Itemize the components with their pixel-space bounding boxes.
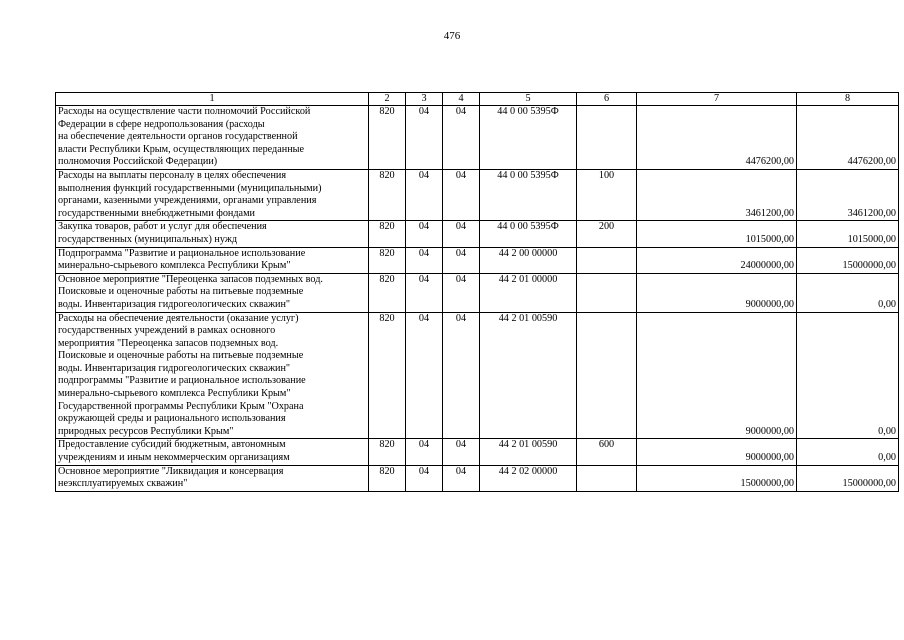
column-header: 6 xyxy=(577,93,637,106)
subsection-code: 04 xyxy=(443,106,480,170)
table-header-row xyxy=(56,93,899,106)
expense-name-line: Предоставление субсидий бюджетным, автономным xyxy=(58,439,286,451)
ministry-code: 820 xyxy=(369,221,406,247)
expense-name-cell xyxy=(56,273,369,312)
amount-year-2: 3461200,00 xyxy=(797,169,899,220)
amount-year-1: 9000000,00 xyxy=(637,273,797,312)
expense-name-line: выполнения функций государственными (муниципальными) xyxy=(58,182,322,194)
amount-year-1: 9000000,00 xyxy=(637,312,797,439)
column-header: 1 xyxy=(56,93,369,106)
column-header: 7 xyxy=(637,93,797,106)
expense-name-line: на обеспечение деятельности органов государственной xyxy=(58,131,298,143)
expense-type-code: 600 xyxy=(577,439,637,465)
expense-name-line: Расходы на обеспечение деятельности (оказание услуг) xyxy=(58,312,299,324)
expense-name-line: мероприятия "Переоценка запасов подземных вод. xyxy=(58,337,279,349)
expense-name-line: Подпрограмма "Развитие и рациональное использование xyxy=(58,247,306,259)
amount-year-1: 9000000,00 xyxy=(637,439,797,465)
expense-type-code: 100 xyxy=(577,169,637,220)
amount-year-1: 4476200,00 xyxy=(637,106,797,170)
subsection-code: 04 xyxy=(443,221,480,247)
target-article-code: 44 2 01 00590 xyxy=(480,312,577,439)
column-header: 5 xyxy=(480,93,577,106)
target-article-code: 44 2 01 00000 xyxy=(480,273,577,312)
amount-year-1: 24000000,00 xyxy=(637,247,797,273)
expense-name-line: подпрограммы "Развитие и рациональное использование xyxy=(58,375,306,387)
amount-year-2: 15000000,00 xyxy=(797,247,899,273)
table-row xyxy=(56,106,899,170)
expense-type-code xyxy=(577,247,637,273)
expense-name-cell xyxy=(56,247,369,273)
expense-type-code xyxy=(577,273,637,312)
expense-type-code: 200 xyxy=(577,221,637,247)
budget-table xyxy=(55,92,899,492)
expense-name-line: Основное мероприятие "Переоценка запасов подземных вод. xyxy=(58,273,323,285)
expense-name-line: минерально-сырьевого комплекса Республики Крым" xyxy=(58,388,291,400)
expense-name-line: Поисковые и оценочные работы на питьевые подземные xyxy=(58,286,304,298)
expense-name-cell xyxy=(56,312,369,439)
section-code: 04 xyxy=(406,439,443,465)
column-header: 8 xyxy=(797,93,899,106)
section-code: 04 xyxy=(406,247,443,273)
table-row xyxy=(56,465,899,491)
expense-name-line: органами, казенными учреждениями, органами управления xyxy=(58,195,317,207)
expense-name-line: государственными внебюджетными фондами xyxy=(58,207,255,219)
expense-name-cell xyxy=(56,465,369,491)
expense-type-code xyxy=(577,312,637,439)
expense-name-line: минерально-сырьевого комплекса Республики Крым" xyxy=(58,260,291,272)
ministry-code: 820 xyxy=(369,312,406,439)
amount-year-1: 15000000,00 xyxy=(637,465,797,491)
section-code: 04 xyxy=(406,273,443,312)
expense-name-line: Государственной программы Республики Крым "Охрана xyxy=(58,400,304,412)
subsection-code: 04 xyxy=(443,465,480,491)
amount-year-2: 0,00 xyxy=(797,312,899,439)
target-article-code: 44 0 00 5395Ф xyxy=(480,221,577,247)
ministry-code: 820 xyxy=(369,106,406,170)
amount-year-2: 1015000,00 xyxy=(797,221,899,247)
target-article-code: 44 2 01 00590 xyxy=(480,439,577,465)
expense-name-line: неэксплуатируемых скважин" xyxy=(58,478,188,490)
target-article-code: 44 2 02 00000 xyxy=(480,465,577,491)
section-code: 04 xyxy=(406,312,443,439)
expense-name-cell xyxy=(56,221,369,247)
amount-year-1: 1015000,00 xyxy=(637,221,797,247)
table-row xyxy=(56,312,899,439)
column-header: 3 xyxy=(406,93,443,106)
expense-name-line: полномочия Российской Федерации) xyxy=(58,156,218,168)
expense-name-line: Закупка товаров, работ и услуг для обеспечения xyxy=(58,221,267,233)
subsection-code: 04 xyxy=(443,312,480,439)
table-row xyxy=(56,169,899,220)
subsection-code: 04 xyxy=(443,273,480,312)
ministry-code: 820 xyxy=(369,169,406,220)
expense-name-line: Федерации в сфере недропользования (расходы xyxy=(58,118,265,130)
amount-year-2: 4476200,00 xyxy=(797,106,899,170)
table-row xyxy=(56,247,899,273)
section-code: 04 xyxy=(406,221,443,247)
ministry-code: 820 xyxy=(369,273,406,312)
target-article-code: 44 0 00 5395Ф xyxy=(480,106,577,170)
table-row xyxy=(56,273,899,312)
expense-name-line: государственных (муниципальных) нужд xyxy=(58,233,238,245)
expense-name-line: Основное мероприятие "Ликвидация и консервация xyxy=(58,465,284,477)
expense-name-cell xyxy=(56,106,369,170)
expense-name-line: государственных учреждений в рамках основного xyxy=(58,325,276,337)
target-article-code: 44 0 00 5395Ф xyxy=(480,169,577,220)
amount-year-2: 0,00 xyxy=(797,439,899,465)
table-row xyxy=(56,221,899,247)
ministry-code: 820 xyxy=(369,247,406,273)
expense-type-code xyxy=(577,465,637,491)
target-article-code: 44 2 00 00000 xyxy=(480,247,577,273)
expense-name-line: окружающей среды и рационального использования xyxy=(58,413,286,425)
ministry-code: 820 xyxy=(369,439,406,465)
amount-year-2: 0,00 xyxy=(797,273,899,312)
section-code: 04 xyxy=(406,465,443,491)
column-header: 4 xyxy=(443,93,480,106)
expense-name-line: Поисковые и оценочные работы на питьевые подземные xyxy=(58,350,304,362)
section-code: 04 xyxy=(406,106,443,170)
expense-type-code xyxy=(577,106,637,170)
expense-name-line: учреждениям и иным некоммерческим организациям xyxy=(58,452,290,464)
expense-name-cell xyxy=(56,439,369,465)
ministry-code: 820 xyxy=(369,465,406,491)
expense-name-line: воды. Инвентаризация гидрогеологических скважин" xyxy=(58,298,291,310)
subsection-code: 04 xyxy=(443,439,480,465)
expense-name-line: воды. Инвентаризация гидрогеологических скважин" xyxy=(58,362,291,374)
amount-year-2: 15000000,00 xyxy=(797,465,899,491)
expense-name-line: природных ресурсов Республики Крым" xyxy=(58,425,234,437)
column-header: 2 xyxy=(369,93,406,106)
subsection-code: 04 xyxy=(443,247,480,273)
expense-name-line: Расходы на осуществление части полномочий Российской xyxy=(58,106,311,117)
page-number: 476 xyxy=(443,30,461,42)
subsection-code: 04 xyxy=(443,169,480,220)
expense-name-line: Расходы на выплаты персоналу в целях обеспечения xyxy=(58,169,287,181)
section-code: 04 xyxy=(406,169,443,220)
amount-year-1: 3461200,00 xyxy=(637,169,797,220)
expense-name-line: власти Республики Крым, осуществляющих переданные xyxy=(58,143,305,155)
table-row xyxy=(56,439,899,465)
expense-name-cell xyxy=(56,169,369,220)
